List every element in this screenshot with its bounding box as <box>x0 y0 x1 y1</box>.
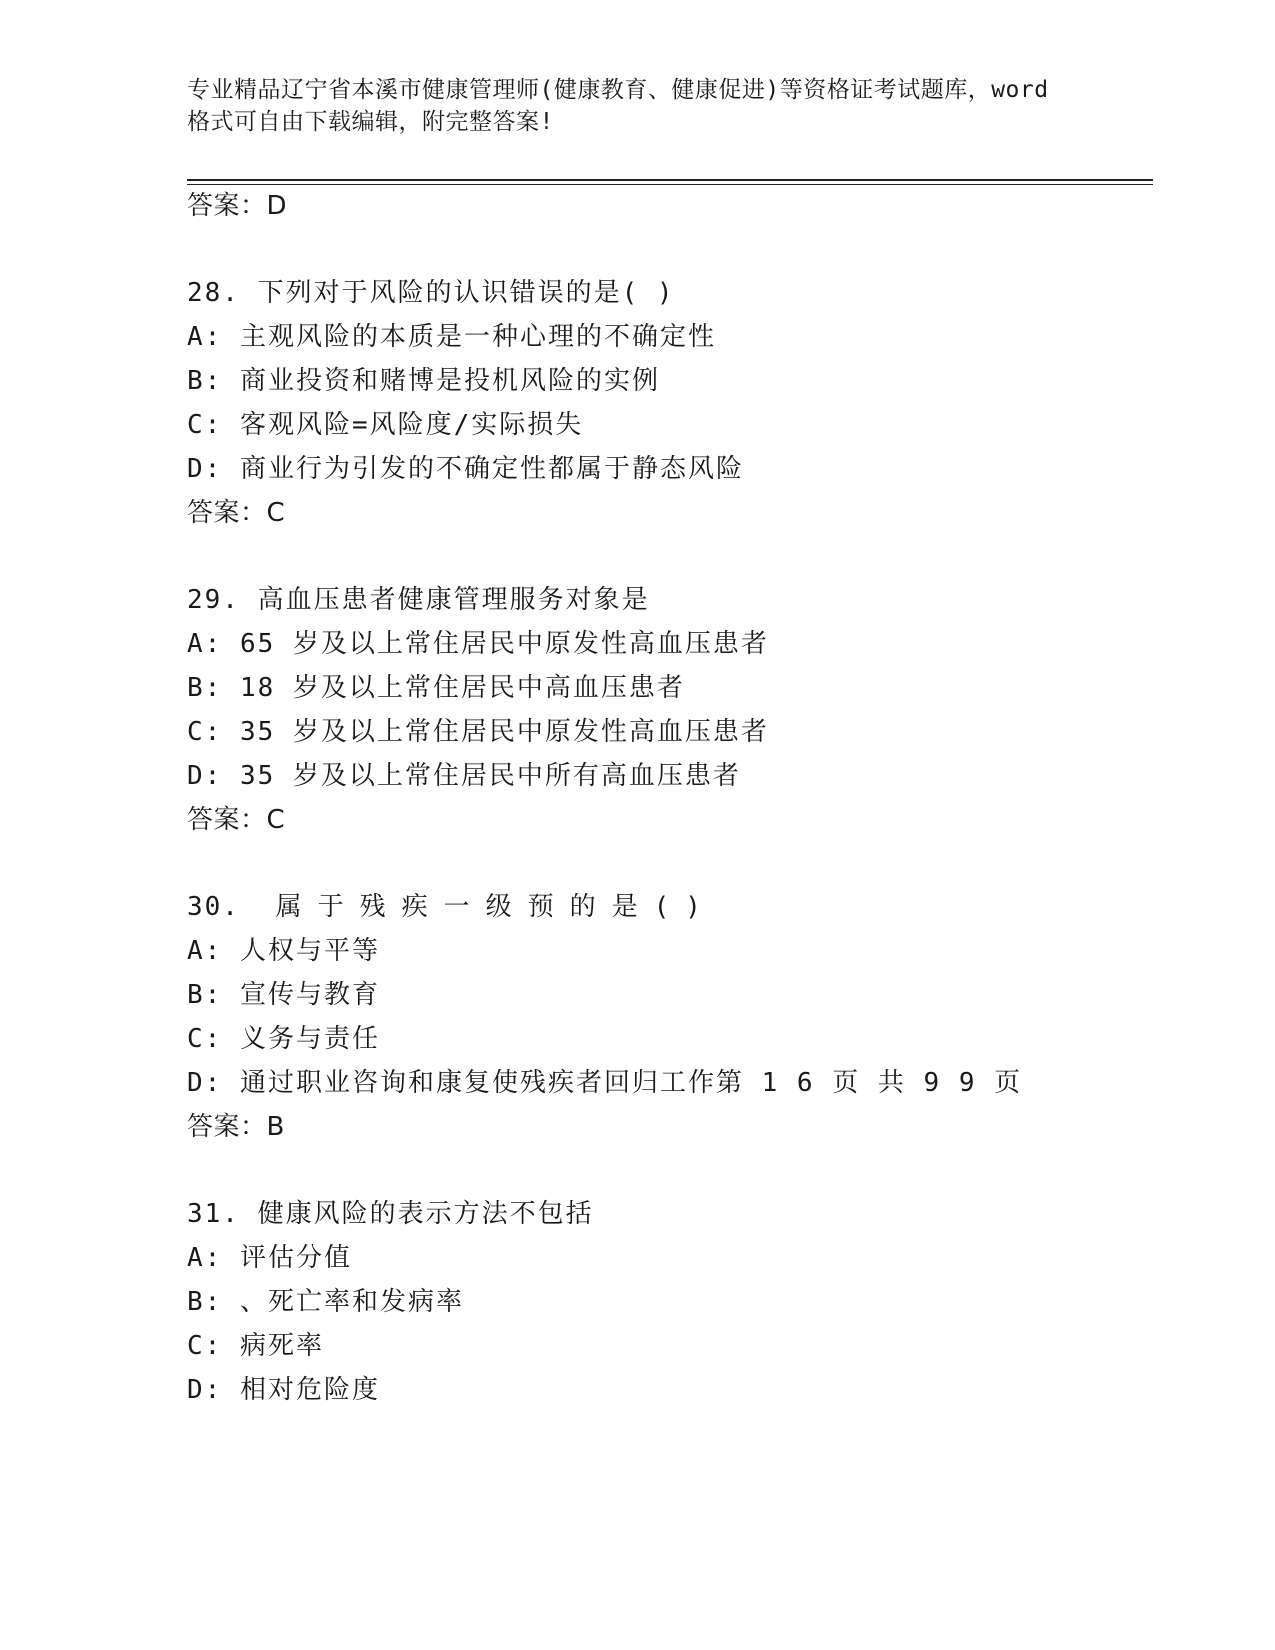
question-29-answer: 答案：C <box>187 805 286 835</box>
page-number-indicator: 第 1 6 页 共 9 9 页 <box>715 1068 1023 1098</box>
question-30-answer: 答案：B <box>187 1112 285 1142</box>
question-28-option-d: D: 商业行为引发的不确定性都属于静态风险 <box>187 454 744 484</box>
header-line-1: 专业精品辽宁省本溪市健康管理师(健康教育、健康促进)等资格证考试题库，word <box>187 77 1049 103</box>
question-31-option-b: B: 、死亡率和发病率 <box>187 1287 464 1317</box>
answer-previous: 答案：D <box>187 191 288 221</box>
question-29-option-c: C: 35 岁及以上常住居民中原发性高血压患者 <box>187 717 769 747</box>
question-31-option-c: C: 病死率 <box>187 1331 324 1361</box>
question-30-option-c: C: 义务与责任 <box>187 1024 380 1054</box>
question-31-stem: 31. 健康风险的表示方法不包括 <box>187 1199 594 1229</box>
question-30-stem-line <box>187 890 717 924</box>
question-30-number: 30. <box>187 892 240 922</box>
question-30-option-d-line <box>187 1066 1022 1100</box>
question-29-stem: 29. 高血压患者健康管理服务对象是 <box>187 585 650 615</box>
header-rule-thin <box>187 184 1153 185</box>
question-28-option-a: A: 主观风险的本质是一种心理的不确定性 <box>187 322 716 352</box>
question-28-stem: 28. 下列对于风险的认识错误的是( ) <box>187 278 675 308</box>
header-rule-thick <box>187 179 1153 181</box>
question-28-option-b: B: 商业投资和赌博是投机风险的实例 <box>187 366 660 396</box>
question-29-option-b: B: 18 岁及以上常住居民中高血压患者 <box>187 673 685 703</box>
question-30-stem: 属于残疾一级预的是() <box>275 892 717 922</box>
question-29-option-a: A: 65 岁及以上常住居民中原发性高血压患者 <box>187 629 769 659</box>
question-28-option-c: C: 客观风险=风险度/实际损失 <box>187 410 584 440</box>
question-31-option-d: D: 相对危险度 <box>187 1375 380 1405</box>
question-30-option-b: B: 宣传与教育 <box>187 980 380 1010</box>
question-30-option-d: D: 通过职业咨询和康复使残疾者回归工作 <box>187 1068 716 1098</box>
question-28-answer: 答案：C <box>187 498 286 528</box>
header-line-2: 格式可自由下载编辑，附完整答案! <box>187 109 554 135</box>
question-30-option-a: A: 人权与平等 <box>187 936 380 966</box>
question-31-option-a: A: 评估分值 <box>187 1243 352 1273</box>
document-header <box>187 74 1107 138</box>
question-29-option-d: D: 35 岁及以上常住居民中所有高血压患者 <box>187 761 741 791</box>
